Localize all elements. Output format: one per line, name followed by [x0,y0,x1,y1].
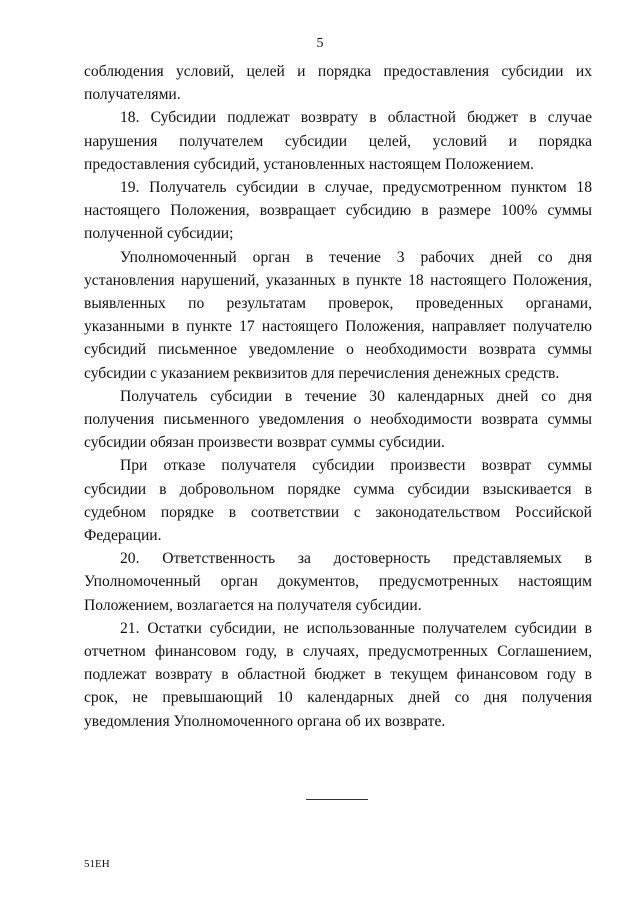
text-line: 19. Получатель субсидии в случае, предусмотренном пунктом 18 [120,179,592,197]
text-line: отчетном финансовом году, в случаях, предусмотренных Соглашением, [84,643,592,661]
page-number: 5 [316,36,324,51]
text-line: При отказе получателя субсидии произвести возврат суммы [120,457,592,475]
text-line: получателями. [84,86,181,104]
paragraph-return-deadline [84,385,592,455]
text-line: Положением, возлагается на получателя субсидии. [84,596,422,614]
text-line: Федерации. [84,527,162,545]
text-line: Уполномоченный орган документов, предусмотренных настоящим [84,573,592,591]
text-line: 20. Ответственность за достоверность представляемых в [120,550,592,568]
paragraph-item-21 [84,617,592,733]
end-divider-line [306,799,368,800]
text-line: судебном порядке в соответствии с законодательством Российской [84,503,592,521]
text-line: указанными в пункте 17 настоящего Положения, направляет получателю [84,318,592,336]
text-line: Получатель субсидии в течение 30 календарных дней со дня [120,387,592,405]
text-line: субсидии с указанием реквизитов для перечисления денежных средств. [84,364,560,382]
paragraph-refusal [84,454,592,547]
text-line: Уполномоченный орган в течение 3 рабочих дней со дня [120,248,592,266]
text-line: 18. Субсидии подлежат возврату в областной бюджет в случае [120,109,592,127]
text-line: установления нарушений, указанных в пункте 18 настоящего Положения, [84,271,592,289]
paragraph-item-19 [84,176,592,246]
text-line: полученной субсидии; [84,225,234,243]
text-line: субсидии обязан произвести возврат суммы субсидии. [84,434,445,452]
paragraph-item-18 [84,106,592,176]
text-line: субсидии в добровольном порядке сумма субсидии взыскивается в [84,480,592,498]
text-line: получения письменного уведомления о необходимости возврата суммы [84,411,592,429]
document-body [84,60,592,733]
text-line: предоставления субсидий, установленных настоящем Положением. [84,155,534,173]
paragraph-item-20 [84,547,592,617]
text-line: 21. Остатки субсидии, не использованные получателем субсидии в [120,619,592,637]
footer-code: 51ЕН [84,858,110,870]
text-line: срок, не превышающий 10 календарных дней со дня получения [84,689,592,707]
text-line: подлежат возврату в областной бюджет в текущем финансовом году в [84,666,592,684]
text-line: субсидий письменное уведомление о необходимости возврата суммы [84,341,592,359]
paragraph-authorized-body-notice [84,246,592,385]
text-line: соблюдения условий, целей и порядка предоставления субсидии их [84,63,592,80]
text-line: уведомления Уполномоченного органа об их возврате. [84,712,446,730]
paragraph-continuation [84,60,592,106]
text-line: нарушения получателем субсидии целей, условий и порядка [84,132,592,150]
text-line: настоящего Положения, возвращает субсидию в размере 100% суммы [84,202,592,220]
text-line: выявленных по результатам проверок, проведенных органами, [84,295,592,313]
